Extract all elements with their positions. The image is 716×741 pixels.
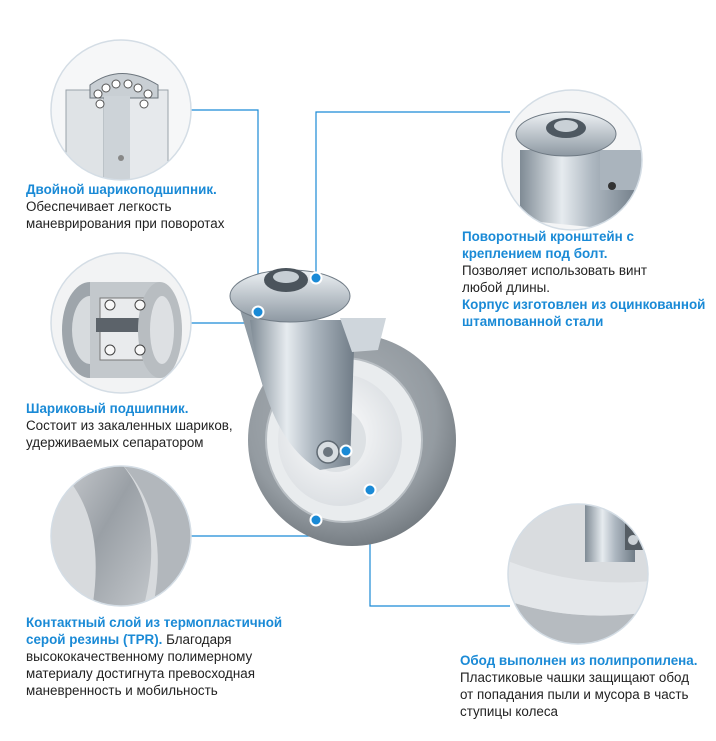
callout-body-line: от попадания пыли и мусора в часть [460,687,689,702]
callout-mixed-line [26,631,286,648]
callout-ball-bearing [26,400,286,451]
callout-body-line: высококачественному полимерному [26,649,253,664]
zoom-circle-rim [500,500,660,650]
callout-swivel-bracket [462,228,712,330]
callout-title: серой резины (TPR). [26,632,163,647]
callout-title: Корпус изготовлен из оцинкованной [462,297,706,312]
callout-body-line: материалу достигнута превосходная [26,666,255,681]
callout-body-text: Благодаря [162,632,232,647]
callout-title: Шариковый подшипник. [26,401,189,416]
callout-body-line: удерживаемых сепаратором [26,435,204,450]
callout-body-line: Состоит из закаленных шариков, [26,418,233,433]
callout-body-line: Позволяет использовать винт [462,263,647,278]
callout-body-line: Пластиковые чашки защищают обод [460,670,690,685]
callout-body-line: любой длины. [462,280,551,295]
zoom-circle-ball-bearing [50,250,191,400]
callout-double-bearing [26,181,276,232]
callout-title: штампованной стали [462,314,604,329]
callout-body-line: маневрирования при поворотах [26,216,225,231]
zoom-circle-tread [40,460,210,620]
callout-body-line: Обеспечивает легкость [26,199,172,214]
zoom-circle-double-bearing [51,40,191,182]
callout-title: Контактный слой из термопластичной [26,615,283,630]
callout-body-line: маневренность и мобильность [26,683,218,698]
callout-tread [26,614,286,699]
callout-title: Обод выполнен из полипропилена. [460,653,698,668]
callout-title: Двойной шарикоподшипник. [26,182,217,197]
callout-rim [460,652,712,720]
callout-title: Поворотный кронштейн с [462,229,634,244]
zoom-circle-swivel-bracket [500,90,650,230]
callout-body-line: ступицы колеса [460,704,558,719]
callout-title: креплением под болт. [462,246,608,261]
